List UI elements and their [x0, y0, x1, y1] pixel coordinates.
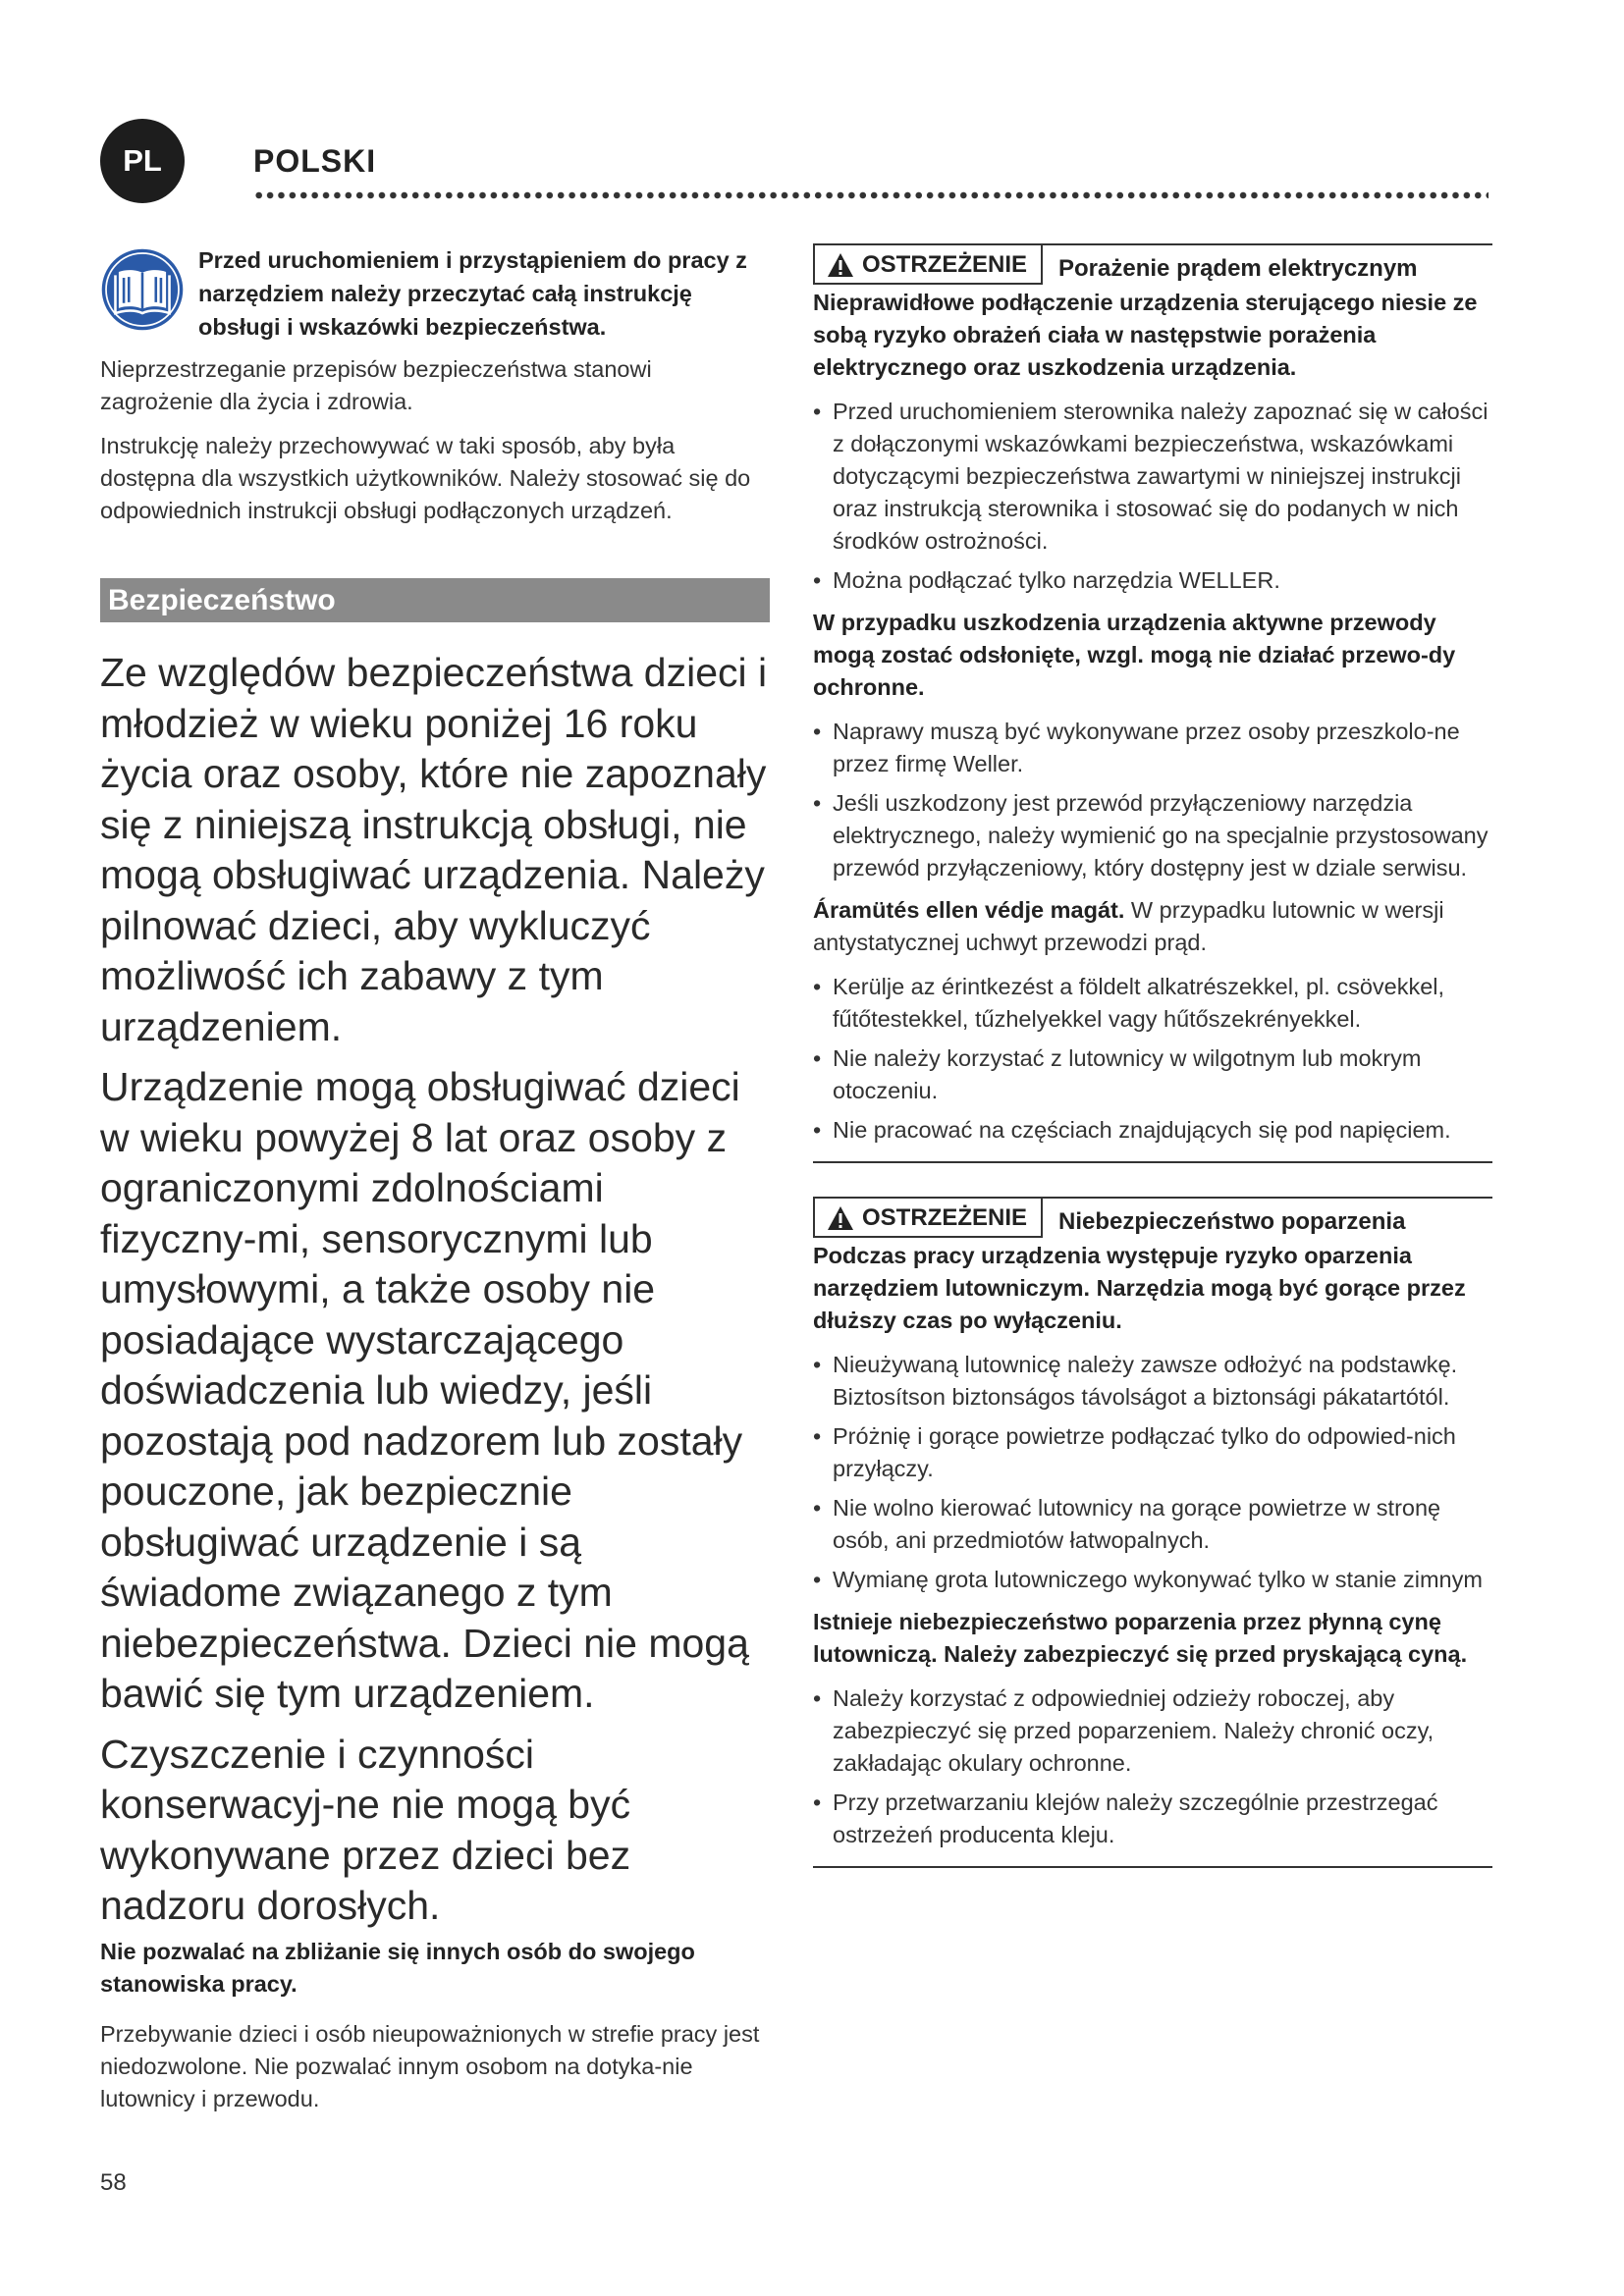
left-column: [100, 243, 770, 2127]
list-item: • Należy korzystać z odpowiedniej odzieży roboczej, aby zabezpieczyć się przed poparzeniem. Należy chronić oczy, zakładając okulary ochronne.: [813, 1682, 1492, 1780]
page-number: 58: [100, 2169, 127, 2196]
warning-title: Porażenie prądem elektrycznym: [1058, 255, 1418, 282]
antistatic-note: [813, 894, 1492, 959]
language-title: POLSKI: [253, 143, 377, 179]
language-badge: [100, 119, 185, 203]
warning-intro: Nieprawidłowe podłączenie urządzenia sterującego niesie ze sobą ryzyko obrażeń ciała w następstwie porażenia elektrycznego oraz uszkodzenia urządzenia.: [813, 290, 1478, 380]
antistatic-note-text: W przypadku lutownic w wersji antystatycznej uchwyt przewodzi prąd.: [813, 897, 1444, 955]
safety-large-paragraph: Ze względów bezpieczeństwa dzieci i młodzież w wieku poniżej 16 roku życia oraz osoby, które nie zapoznały się z niniejszą instrukcją obsługi, nie mogą obsługiwać urządzenia. Należy pilnować dzieci, aby wykluczyć możliwość ich zabawy z tym urządzeniem.: [100, 650, 768, 1049]
section-heading-safety: Bezpieczeństwo: [100, 578, 770, 622]
read-manual-icon: [100, 247, 185, 332]
list-item: • Przy przetwarzaniu klejów należy szczególnie przestrzegać ostrzeżeń producenta kleju.: [813, 1787, 1492, 1851]
language-code: PL: [123, 143, 162, 178]
intro-paragraph: Nieprzestrzeganie przepisów bezpieczeństwa stanowi zagrożenie dla życia i zdrowia.: [100, 356, 652, 414]
safety-large-paragraph: Urządzenie mogą obsługiwać dzieci w wieku powyżej 8 lat oraz osoby z ograniczonymi zdolnościami fizyczny-mi, sensorycznymi lub umysłowymi, a także osoby nie posiadające wystarczającego doświadczenia lub wiedzy, jeśli pozostają pod nadzorem lub zostały pouczone, jak bezpiecznie obsługiwać urządzenie i są świadome związanego z tym niebezpieczeństwa. Dzieci nie mogą bawić się tym urządzeniem.: [100, 1064, 749, 1716]
workstation-note: Nie pozwalać na zbliżanie się innych osób do swojego stanowiska pracy.: [100, 1938, 695, 1997]
bullet-list: [813, 396, 1492, 597]
warning-burn-hazard: [813, 1197, 1492, 1868]
unauthorized-persons-paragraph: Przebywanie dzieci i osób nieupoważnionych w strefie pracy jest niedozwolone. Nie pozwalać innym osobom na dotyka-nie lutownicy i przewodu.: [100, 2020, 760, 2111]
list-item: • Jeśli uszkodzony jest przewód przyłączeniowy narzędzia elektrycznego, należy wymienić go na specjalnie przystosowany przewód przyłączeniowy, który dostępny jest w dziale serwisu.: [813, 787, 1492, 884]
safety-large-paragraph: Czyszczenie i czynności konserwacyj-ne nie mogą być wykonywane przez dzieci bez nadzoru dorosłych.: [100, 1731, 631, 1928]
warning-triangle-icon: [827, 252, 854, 278]
list-item: • Nie należy korzystać z lutownicy w wilgotnym lub mokrym otoczeniu.: [813, 1042, 1492, 1107]
list-item: • Można podłączać tylko narzędzia WELLER.: [813, 564, 1492, 597]
bullet-list: [813, 1349, 1492, 1596]
list-item: • Kerülje az érintkezést a földelt alkatrészekkel, pl. csövekkel, fűtőtestekkel, tűzhelyekkel vagy hűtőszekrényekkel.: [813, 971, 1492, 1036]
bullet-list: [813, 716, 1492, 884]
warning-intro: Podczas pracy urządzenia występuje ryzyko oparzenia narzędziem lutowniczym. Narzędzia mogą być gorące przez dłuższy czas po wyłączeniu.: [813, 1243, 1466, 1333]
list-item: • Naprawy muszą być wykonywane przez osoby przeszkolo-ne przez firmę Weller.: [813, 716, 1492, 780]
list-item: • Wymianę grota lutowniczego wykonywać tylko w stanie zimnym: [813, 1564, 1492, 1596]
list-item: • Nieużywaną lutownicę należy zawsze odłożyć na podstawkę. Biztosítson biztonságos távolságot a biztonsági pákatartótól.: [813, 1349, 1492, 1414]
list-item: • Przed uruchomieniem sterownika należy zapoznać się w całości z dołączonymi wskazówkami bezpieczeństwa, wskazówkami dotyczącymi bezpieczeństwa zawartymi w niniejszej instrukcji oraz instrukcją sterownika i stosować się do podanych w nich środków ostrożności.: [813, 396, 1492, 558]
warning-header: [813, 1199, 1492, 1238]
warning-label: [813, 1199, 1043, 1238]
damage-note: W przypadku uszkodzenia urządzenia aktywne przewody mogą zostać odsłonięte, wzgl. mogą nie działać przewo-dy ochronne.: [813, 610, 1456, 700]
bullet-list: [813, 971, 1492, 1147]
list-item: • Nie pracować na częściach znajdujących się pod napięciem.: [813, 1114, 1492, 1147]
warning-title: Niebezpieczeństwo poparzenia: [1058, 1208, 1406, 1235]
warning-label: [813, 245, 1043, 285]
right-column: [813, 243, 1492, 1868]
solder-note: Istnieje niebezpieczeństwo poparzenia przez płynną cynę lutowniczą. Należy zabezpieczyć się przed pryskającą cyną.: [813, 1609, 1468, 1667]
warning-header: [813, 245, 1492, 285]
intro-paragraph: Instrukcję należy przechowywać w taki sposób, aby była dostępna dla wszystkich użytkowników. Należy stosować się do odpowiednich instrukcji obsługi podłączonych urządzeń.: [100, 433, 751, 523]
antistatic-note-bold: Áramütés ellen védje magát.: [813, 897, 1125, 923]
warning-electric-shock: [813, 243, 1492, 1163]
warning-label-text: OSTRZEŻENIE: [862, 251, 1028, 278]
manual-notice-text: Przed uruchomieniem i przystąpieniem do pracy z narzędziem należy przeczytać całą instrukcję obsługi i wskazówki bezpieczeństwa.: [198, 247, 747, 340]
warning-triangle-icon: [827, 1205, 854, 1231]
manual-notice: [100, 243, 770, 344]
list-item: • Nie wolno kierować lutownicy na gorące powietrze w stronę osób, ani przedmiotów łatwopalnych.: [813, 1492, 1492, 1557]
list-item: • Próżnię i gorące powietrze podłączać tylko do odpowied-nich przyłączy.: [813, 1420, 1492, 1485]
dotted-rule: [253, 188, 1489, 202]
bullet-list: [813, 1682, 1492, 1851]
warning-label-text: OSTRZEŻENIE: [862, 1204, 1028, 1231]
